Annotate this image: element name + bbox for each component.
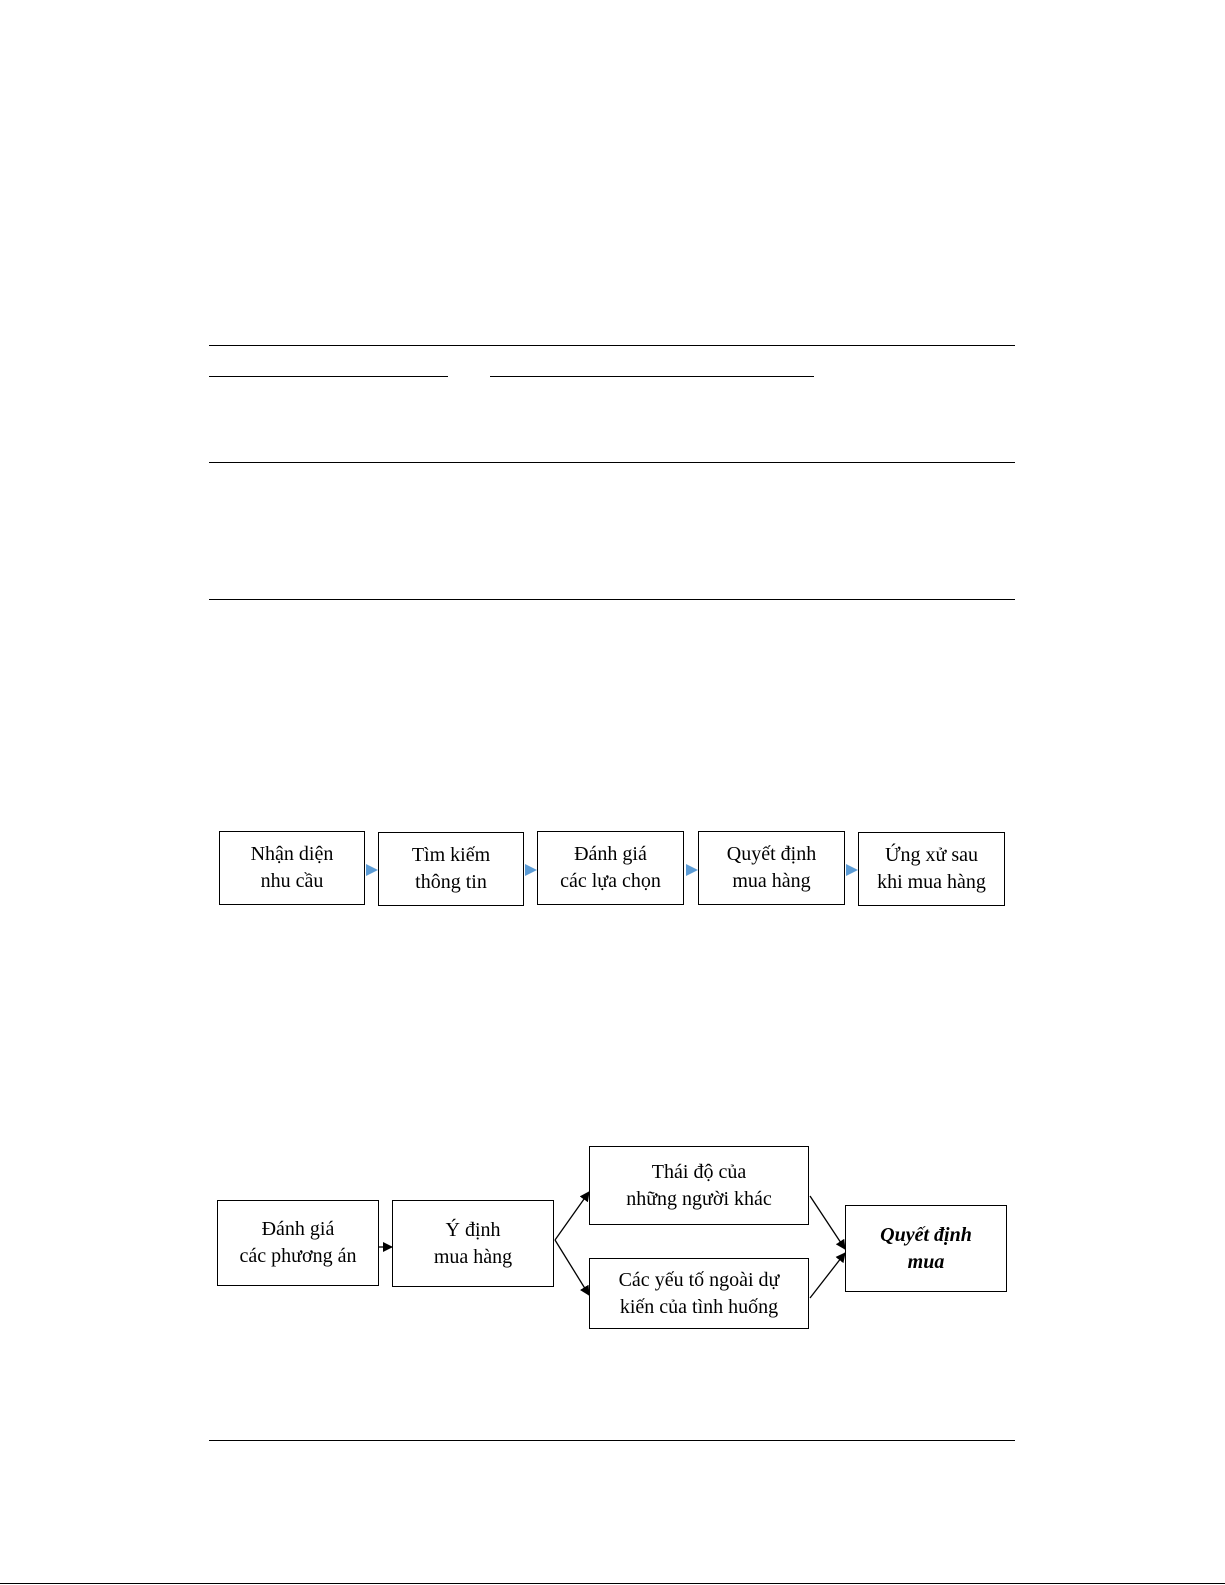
arrow-attitude-to-decision xyxy=(810,1196,845,1249)
arrow-decision-to-post-purchase xyxy=(846,864,858,876)
rule-middle xyxy=(209,462,1015,463)
unexpected-factors-box: Các yếu tố ngoài dự kiến của tình huống xyxy=(589,1258,809,1329)
step-post-purchase-behavior: Ứng xử sau khi mua hàng xyxy=(858,832,1005,906)
step-purchase-decision: Quyết định mua hàng xyxy=(698,831,845,905)
rule-short-middle xyxy=(490,376,814,377)
purchase-intention-box: Ý định mua hàng xyxy=(392,1200,554,1287)
purchase-decision-box: Quyết định mua xyxy=(845,1205,1007,1292)
step-evaluate-alternatives: Đánh giá các lựa chọn xyxy=(537,831,684,905)
rule-bottom xyxy=(209,1440,1015,1441)
evaluate-alternatives-box: Đánh giá các phương án xyxy=(217,1200,379,1286)
arrow-search-to-evaluate xyxy=(525,864,537,876)
arrow-evaluate-to-decision xyxy=(686,864,698,876)
step-information-search: Tìm kiếm thông tin xyxy=(378,832,524,906)
arrow-need-to-search xyxy=(366,864,378,876)
rule-short-left xyxy=(209,376,448,377)
rule-lower xyxy=(209,599,1015,600)
rule-top xyxy=(209,345,1015,346)
arrow-intention-to-attitude xyxy=(555,1192,589,1240)
arrow-intention-to-factors xyxy=(555,1240,589,1295)
page-bottom-edge xyxy=(0,1583,1225,1584)
others-attitude-box: Thái độ của những người khác xyxy=(589,1146,809,1225)
arrow-factors-to-decision xyxy=(810,1253,845,1298)
step-need-recognition: Nhận diện nhu cầu xyxy=(219,831,365,905)
